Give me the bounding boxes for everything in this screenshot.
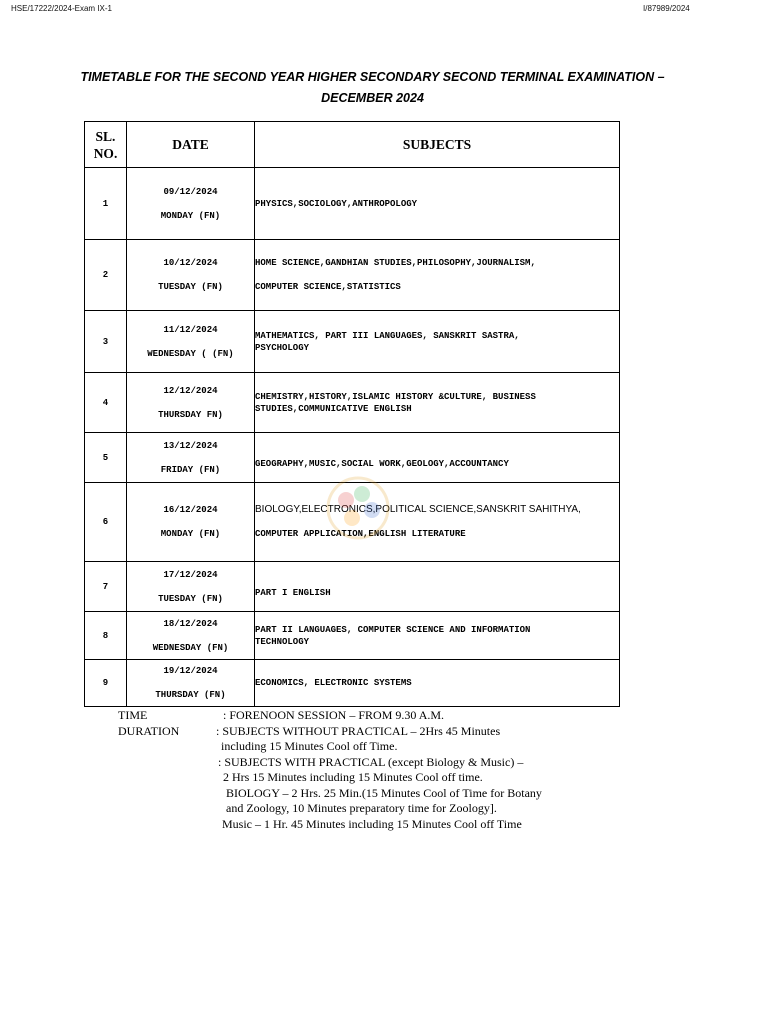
serial-number: 5 (85, 433, 127, 483)
document-reference: HSE/17222/2024-Exam IX-1 (11, 4, 112, 13)
table-row (85, 612, 620, 660)
serial-number: 1 (85, 168, 127, 240)
exam-subjects: MATHEMATICS, PART III LANGUAGES, SANSKRIT SASTRA, PSYCHOLOGY (255, 311, 620, 373)
exam-date: 10/12/2024 TUESDAY (FN) (127, 240, 255, 311)
exam-date: 19/12/2024 THURSDAY (FN) (127, 660, 255, 707)
duration-line: Music – 1 Hr. 45 Minutes including 15 Minutes Cool off Time (222, 816, 522, 831)
exam-date: 12/12/2024 THURSDAY FN) (127, 373, 255, 433)
exam-subjects: PART I ENGLISH (255, 562, 620, 612)
subjects-header: SUBJECTS (255, 122, 620, 168)
file-number: I/87989/2024 (643, 4, 690, 13)
page-title (80, 67, 665, 109)
watermark-dot-blue (364, 502, 380, 518)
serial-number: 8 (85, 612, 127, 660)
table-row (85, 660, 620, 707)
serial-number: 4 (85, 373, 127, 433)
serial-number: 9 (85, 660, 127, 707)
table-row (85, 168, 620, 240)
duration-line: and Zoology, 10 Minutes preparatory time for Zoology]. (226, 801, 497, 815)
exam-subjects: ECONOMICS, ELECTRONIC SYSTEMS (255, 660, 620, 707)
watermark-dot-orange (344, 510, 360, 526)
watermark-dot-red (338, 492, 354, 508)
exam-subjects: CHEMISTRY,HISTORY,ISLAMIC HISTORY &CULTURE, BUSINESS STUDIES,COMMUNICATIVE ENGLISH (255, 373, 620, 433)
table-row (85, 311, 620, 373)
duration-line: : SUBJECTS WITH PRACTICAL (except Biology & Music) – (218, 754, 524, 769)
table-header-row (85, 122, 620, 168)
duration-line: including 15 Minutes Cool off Time. (221, 739, 398, 753)
duration-label: DURATION (118, 723, 180, 738)
exam-date: 13/12/2024 FRIDAY (FN) (127, 433, 255, 483)
table-row (85, 562, 620, 612)
title-line-2: DECEMBER 2024 (321, 91, 424, 105)
serial-number: 6 (85, 483, 127, 562)
exam-date: 16/12/2024 MONDAY (FN) (127, 483, 255, 562)
time-label: TIME (118, 708, 148, 722)
timetable (84, 121, 620, 707)
exam-date: 09/12/2024 MONDAY (FN) (127, 168, 255, 240)
duration-line: 2 Hrs 15 Minutes including 15 Minutes Cool off time. (223, 770, 483, 784)
exam-date: 18/12/2024 WEDNESDAY (FN) (127, 612, 255, 660)
exam-subjects: HOME SCIENCE,GANDHIAN STUDIES,PHILOSOPHY,JOURNALISM, COMPUTER SCIENCE,STATISTICS (255, 240, 620, 311)
serial-number: 2 (85, 240, 127, 311)
exam-date: 11/12/2024 WEDNESDAY ( (FN) (127, 311, 255, 373)
serial-number: 7 (85, 562, 127, 612)
time-value: : FORENOON SESSION – FROM 9.30 A.M. (223, 708, 445, 722)
table-row (85, 373, 620, 433)
title-line-1: TIMETABLE FOR THE SECOND YEAR HIGHER SECONDARY SECOND TERMINAL EXAMINATION – (80, 70, 665, 84)
exam-subjects: GEOGRAPHY,MUSIC,SOCIAL WORK,GEOLOGY,ACCOUNTANCY (255, 433, 620, 483)
date-header: DATE (127, 122, 255, 168)
exam-subjects: PHYSICS,SOCIOLOGY,ANTHROPOLOGY (255, 168, 620, 240)
serial-number: 3 (85, 311, 127, 373)
duration-line: : SUBJECTS WITHOUT PRACTICAL – 2Hrs 45 Minutes (216, 723, 501, 738)
watermark-logo (318, 470, 398, 560)
table-row (85, 240, 620, 311)
exam-subjects: PART II LANGUAGES, COMPUTER SCIENCE AND INFORMATION TECHNOLOGY (255, 612, 620, 660)
duration-line: BIOLOGY – 2 Hrs. 25 Min.(15 Minutes Cool of Time for Botany (226, 785, 542, 800)
exam-subjects: BIOLOGY,ELECTRONICS,POLITICAL SCIENCE,SANSKRIT SAHITHYA, COMPUTER APPLICATION,ENGLISH LITERATURE (255, 483, 620, 562)
watermark-dot-green (354, 486, 370, 502)
sl-no-header: SL. NO. (85, 122, 127, 168)
exam-date: 17/12/2024 TUESDAY (FN) (127, 562, 255, 612)
